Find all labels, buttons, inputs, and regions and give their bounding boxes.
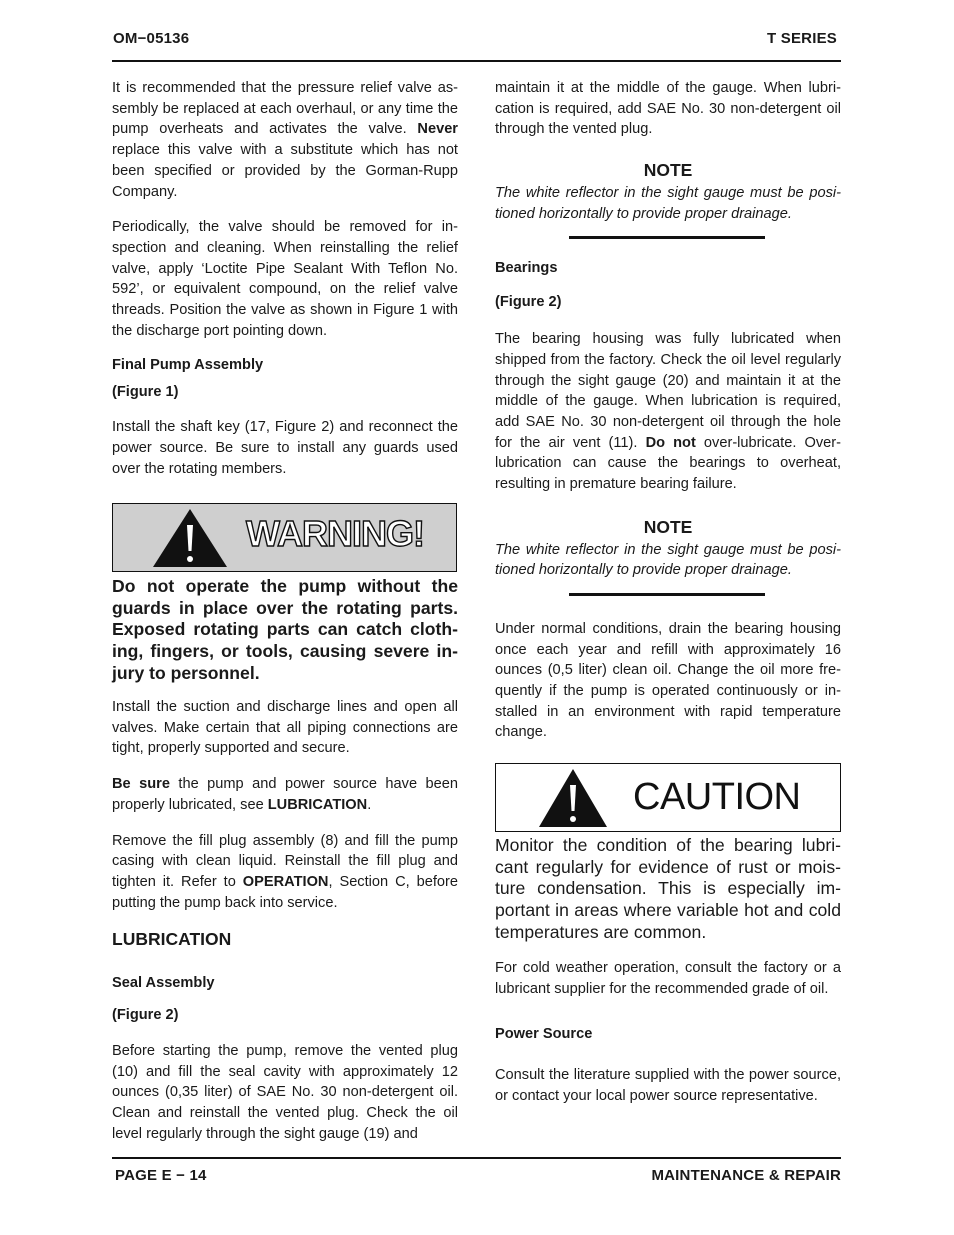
note-text-2: The white reflector in the sight gauge must be positioned horizontally to provide proper drainage.	[495, 541, 841, 579]
warning-label: WARNING!	[246, 513, 424, 554]
note-text-1: The white reflector in the sight gauge must be positioned horizontally to provide proper drainage.	[495, 184, 841, 222]
note-rule-2	[569, 593, 765, 596]
page-number: PAGE E − 14	[115, 1167, 207, 1184]
warning-text: Do not operate the pump without the guards in place over the rotating parts. Exposed rotating parts can catch clothing, fingers, or tools, causing severe injury to personnel.	[112, 576, 458, 683]
lubrication-heading: LUBRICATION	[112, 929, 232, 950]
seal-assembly-heading: Seal Assembly	[112, 975, 215, 992]
fill-plug-paragraph: Remove the fill plug assembly (8) and fill the pump casing with clean liquid. Reinstall the fill plug and tighten it. Refer to OPERATION, Section C, before putting the pump back into service.	[112, 832, 458, 911]
series-title: T SERIES	[767, 30, 837, 47]
warning-triangle-icon	[151, 507, 229, 569]
footer-rule	[112, 1157, 841, 1159]
final-assembly-heading: Final Pump Assembly	[112, 357, 264, 374]
note-heading-1: NOTE	[643, 160, 693, 181]
note-heading-2: NOTE	[643, 516, 693, 537]
left-column	[112, 78, 458, 480]
valve-cleaning-paragraph: Periodically, the valve should be removed for inspection and cleaning. When reinstalling the relief valve, apply ‘Loctite Pipe Sealant With Teflon No. 592’, or equivalent compound, on the relief valve threads. Position the valve as shown in Figure 1 with the discharge port pointing down.	[112, 219, 458, 339]
bearing-housing-paragraph: The bearing housing was fully lubricated when shipped from the factory. Check the oil level regularly through the sight gauge (20) and maintain it at the middle of the gauge. When lubrication is required, add SAE No. 30 non-detergent oil through the hole for the air vent (11). Do not over-lubricate. Over-lubrication can cause the bearings to overheat, resulting in premature bearing failure.	[495, 331, 841, 493]
bearings-heading: Bearings	[495, 260, 558, 277]
lubrication-check-paragraph: Be sure the pump and power source have been properly lubricated, see LUBRICATION.	[112, 776, 458, 813]
seal-figure-ref: (Figure 2)	[112, 1007, 179, 1024]
caution-label: CAUTION	[633, 776, 801, 818]
right-column	[495, 78, 841, 743]
caution-triangle-icon	[537, 767, 609, 829]
seal-oil-paragraph: Before starting the pump, remove the vented plug (10) and fill the seal cavity with approximately 12 ounces (0,35 liter) of SAE No. 30 non-detergent oil. Clean and reinstall the vented plug. Check the oil level regularly through the sight gauge (19) and	[112, 1043, 458, 1142]
document-number: OM−05136	[113, 30, 190, 47]
power-source-paragraph: Consult the literature supplied with the power source, or contact your local power source representative.	[495, 1067, 841, 1105]
gauge-paragraph: maintain it at the middle of the gauge. When lubrication is required, add SAE No. 30 non-detergent oil through the vented plug.	[495, 80, 841, 138]
caution-text: Monitor the condition of the bearing lubricant regularly for evidence of rust or moisture condensation. This is especially important in areas where variable hot and cold temperatures are common.	[495, 835, 841, 942]
install-lines-paragraph: Install the suction and discharge lines and open all valves. Make certain that all piping connections are tight, properly supported and secure.	[112, 699, 458, 757]
drain-bearing-paragraph: Under normal conditions, drain the bearing housing once each year and refill with approximately 16 ounces (0,5 liter) clean oil. Change the oil more frequently if the pump is operated continuously or installed in an environment with rapid temperature change.	[495, 620, 841, 741]
warning-banner	[112, 503, 457, 572]
cold-weather-paragraph: For cold weather operation, consult the factory or a lubricant supplier for the recommended grade of oil.	[495, 960, 841, 997]
caution-banner	[495, 763, 841, 832]
note-rule-1	[569, 236, 765, 239]
power-source-heading: Power Source	[495, 1026, 593, 1043]
final-assembly-figure-ref: (Figure 1)	[112, 384, 179, 401]
header-rule	[112, 60, 841, 62]
section-title: MAINTENANCE & REPAIR	[651, 1167, 841, 1184]
shaft-key-paragraph: Install the shaft key (17, Figure 2) and reconnect the power source. Be sure to install any guards used over the rotating members.	[112, 419, 458, 477]
left-lower-block	[112, 697, 458, 1145]
right-lower-block	[495, 958, 841, 1107]
relief-valve-paragraph: It is recommended that the pressure relief valve assembly be replaced at each overhaul, or any time the pump overheats and activates the valve. Never replace this valve with a substitute which has not been specified or provided by the Gorman-Rupp Company.	[112, 80, 458, 200]
bearings-figure-ref: (Figure 2)	[495, 294, 562, 311]
